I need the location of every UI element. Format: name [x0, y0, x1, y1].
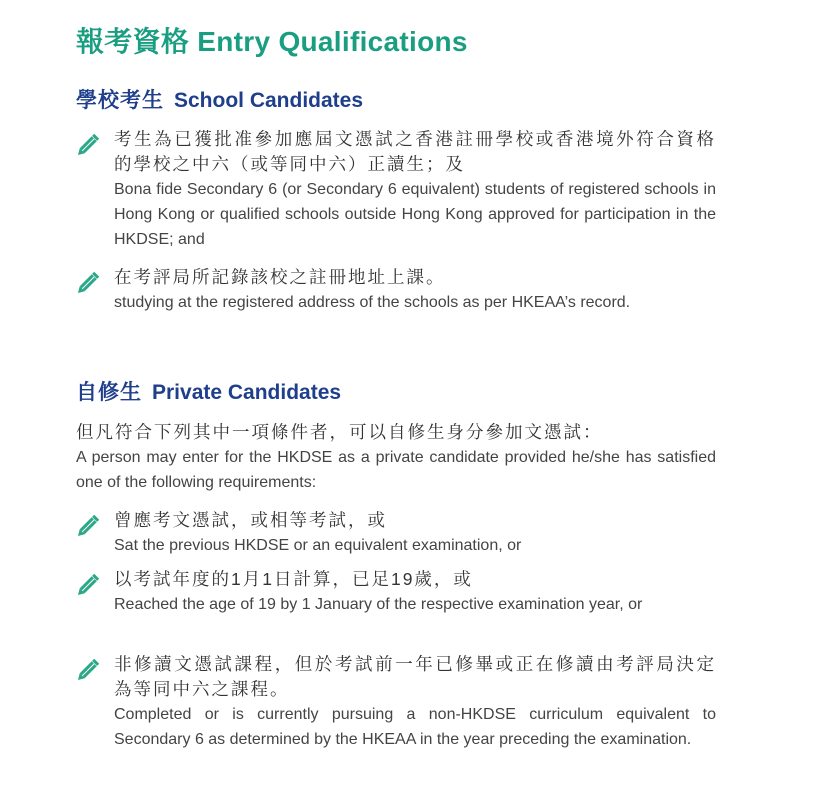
private-candidates-heading	[76, 376, 341, 406]
private-requirement-3	[76, 652, 716, 752]
private-requirement-3-en: Completed or is currently pursuing a non-HKDSE curriculum equivalent to Secondary 6 as determined by the HKEAA in the year preceding the examination.	[114, 706, 716, 748]
school-requirement-1-en: Bona fide Secondary 6 (or Secondary 6 equivalent) students of registered schools in Hong Kong or qualified schools outside Hong Kong approved for participation in the HKDSE; and	[114, 181, 716, 248]
pencil-icon	[76, 569, 104, 597]
page-title-zh: 報考資格	[76, 26, 190, 57]
private-intro	[76, 420, 716, 495]
private-intro-zh: 但凡符合下列其中一項條件者，可以自修生身分參加文憑試：	[76, 422, 603, 442]
school-requirement-2-en: studying at the registered address of the schools as per HKEAA’s record.	[114, 294, 631, 311]
school-requirement-2	[76, 265, 716, 315]
pencil-icon	[76, 129, 104, 157]
school-requirement-1	[76, 127, 716, 252]
page-title	[76, 20, 468, 60]
private-intro-en: A person may enter for the HKDSE as a private candidate provided he/she has satisfied one of the following requirements:	[76, 449, 716, 491]
school-heading-en: School Candidates	[174, 89, 364, 112]
private-heading-zh: 自修生	[76, 381, 142, 404]
page-title-en: Entry Qualifications	[197, 26, 468, 57]
pencil-icon	[76, 510, 104, 538]
private-requirement-1-zh: 曾應考文憑試，或相等考試，或	[114, 510, 387, 530]
school-requirement-2-zh: 在考評局所記錄該校之註冊地址上課。	[114, 267, 446, 287]
private-heading-en: Private Candidates	[152, 381, 342, 404]
school-requirement-1-zh: 考生為已獲批准參加應屆文憑試之香港註冊學校或香港境外符合資格的學校之中六（或等同中六）正讀生；及	[114, 129, 716, 174]
school-candidates-heading	[76, 84, 363, 114]
pencil-icon	[76, 267, 104, 295]
school-heading-zh: 學校考生	[76, 89, 164, 112]
private-requirement-1	[76, 508, 716, 558]
pencil-icon	[76, 654, 104, 682]
private-requirement-1-en: Sat the previous HKDSE or an equivalent examination, or	[114, 537, 522, 554]
private-requirement-3-zh: 非修讀文憑試課程，但於考試前一年已修畢或正在修讀由考評局決定為等同中六之課程。	[114, 654, 716, 699]
private-requirement-2-zh: 以考試年度的1月1日計算，已足19歲，或	[114, 569, 473, 589]
private-requirement-2-en: Reached the age of 19 by 1 January of the respective examination year, or	[114, 596, 643, 613]
private-requirement-2	[76, 567, 716, 617]
